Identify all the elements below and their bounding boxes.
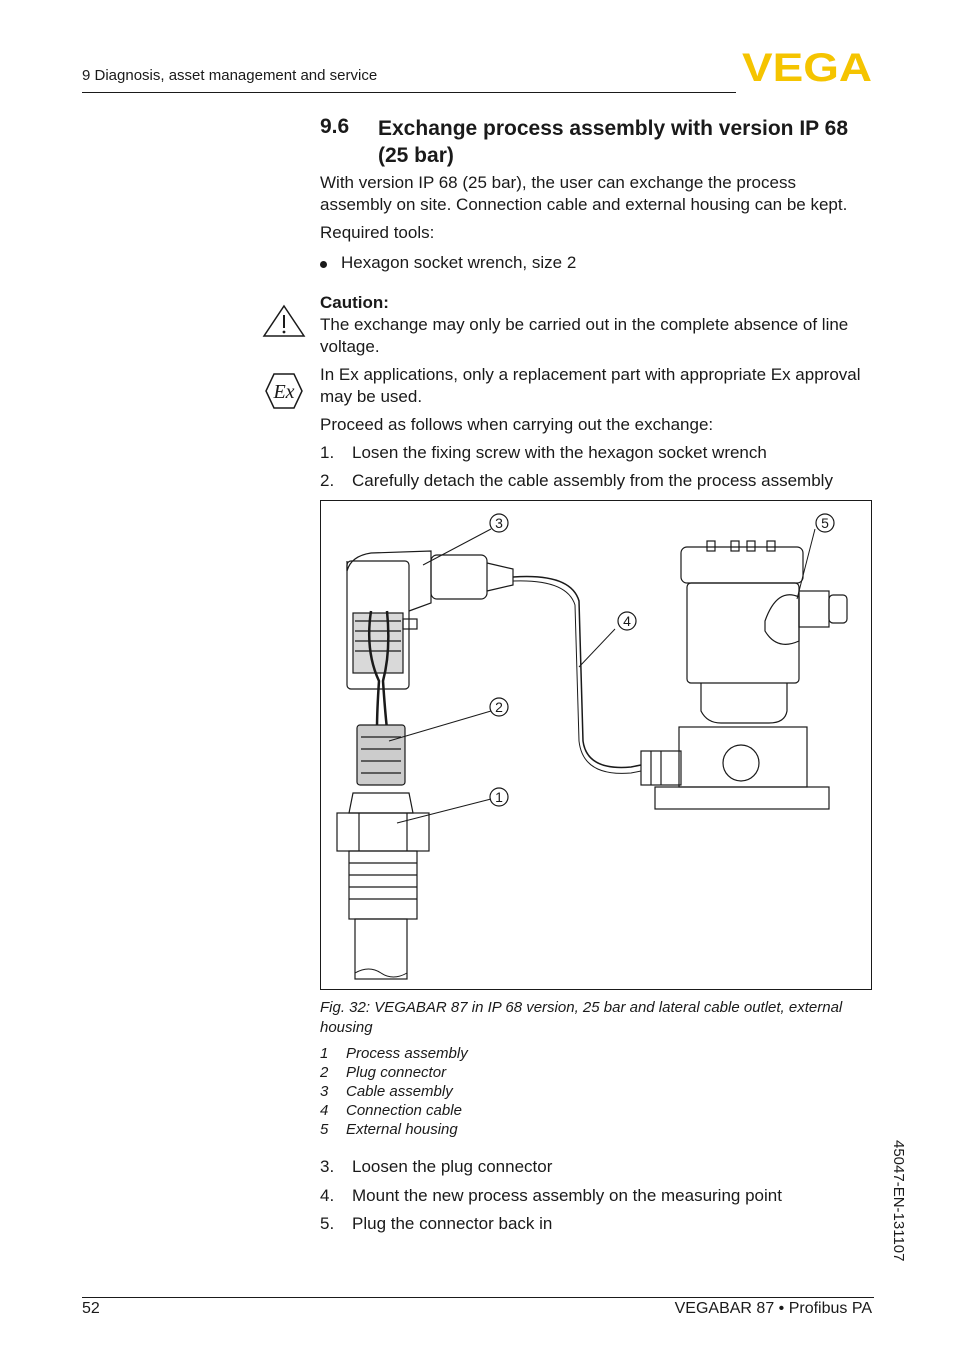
plug-connector	[357, 725, 405, 785]
intro-paragraph: With version IP 68 (25 bar), the user can exchange the process assembly on site. Connection cable and external housing can be kept.	[320, 173, 848, 214]
caution-text: The exchange may only be carried out in the complete absence of line voltage.	[320, 315, 849, 356]
cable-gland-nut	[431, 555, 487, 599]
step-text: Plug the connector back in	[352, 1214, 553, 1233]
legend-number: 3	[320, 1083, 329, 1100]
legend-number: 5	[320, 1121, 329, 1138]
figure-frame	[320, 500, 872, 990]
header-rule	[82, 92, 736, 93]
housing-gland	[799, 591, 829, 627]
section-title: Exchange process assembly with version IP 68 (25 bar)	[378, 117, 848, 167]
callout-3: 3	[495, 515, 503, 531]
proceed-text: Proceed as follows when carrying out the exchange:	[320, 415, 714, 434]
step-number: 4.	[320, 1186, 335, 1205]
svg-text:Ex: Ex	[273, 381, 295, 403]
ex-hexagon-icon	[264, 372, 304, 410]
tool-list-item: Hexagon socket wrench, size 2	[320, 253, 576, 273]
ex-note: In Ex applications, only a replacement part with appropriate Ex approval may be used.	[320, 365, 861, 406]
step-number: 2.	[320, 471, 335, 490]
legend-text: Connection cable	[346, 1102, 462, 1119]
figure-caption: Fig. 32: VEGABAR 87 in IP 68 version, 25 bar and lateral cable outlet, external housing	[320, 999, 843, 1036]
legend-text: Process assembly	[346, 1045, 468, 1062]
legend-text: Cable assembly	[346, 1083, 453, 1100]
step-text: Loosen the plug connector	[352, 1157, 553, 1176]
callout-4: 4	[623, 613, 631, 629]
housing-base	[679, 727, 807, 787]
caution-title: Caution:	[320, 293, 389, 312]
warning-triangle-icon	[262, 304, 306, 338]
exchange-diagram	[321, 501, 873, 991]
housing-lid	[681, 547, 803, 583]
step-text: Losen the fixing screw with the hexagon socket wrench	[352, 443, 767, 462]
product-name: VEGABAR 87 • Profibus PA	[674, 1300, 872, 1317]
vega-logo	[742, 48, 874, 84]
callout-2: 2	[495, 699, 503, 715]
step-number: 5.	[320, 1214, 335, 1233]
process-assembly-collar	[349, 793, 413, 813]
callout-5: 5	[821, 515, 829, 531]
step-text: Carefully detach the cable assembly from the process assembly	[352, 471, 833, 490]
bullet-icon	[320, 261, 327, 268]
page-number: 52	[82, 1300, 100, 1317]
legend-number: 1	[320, 1045, 329, 1062]
process-assembly-thread	[349, 851, 417, 919]
cable-assembly-elbow	[347, 551, 431, 611]
svg-text:VEGA: VEGA	[742, 48, 872, 84]
tools-label: Required tools:	[320, 223, 435, 242]
legend-text: External housing	[346, 1121, 458, 1138]
running-header: 9 Diagnosis, asset management and service	[82, 67, 378, 84]
legend-number: 2	[320, 1064, 329, 1081]
step-number: 3.	[320, 1157, 335, 1176]
document-code: 45047-EN-131107	[890, 1140, 907, 1262]
step-text: Mount the new process assembly on the measuring point	[352, 1186, 782, 1205]
footer-rule	[82, 1297, 874, 1298]
callout-1: 1	[495, 789, 503, 805]
step-number: 1.	[320, 443, 335, 462]
legend-text: Plug connector	[346, 1064, 447, 1081]
section-number: 9.6	[320, 115, 350, 138]
housing-body	[687, 583, 799, 683]
legend-number: 4	[320, 1102, 329, 1119]
